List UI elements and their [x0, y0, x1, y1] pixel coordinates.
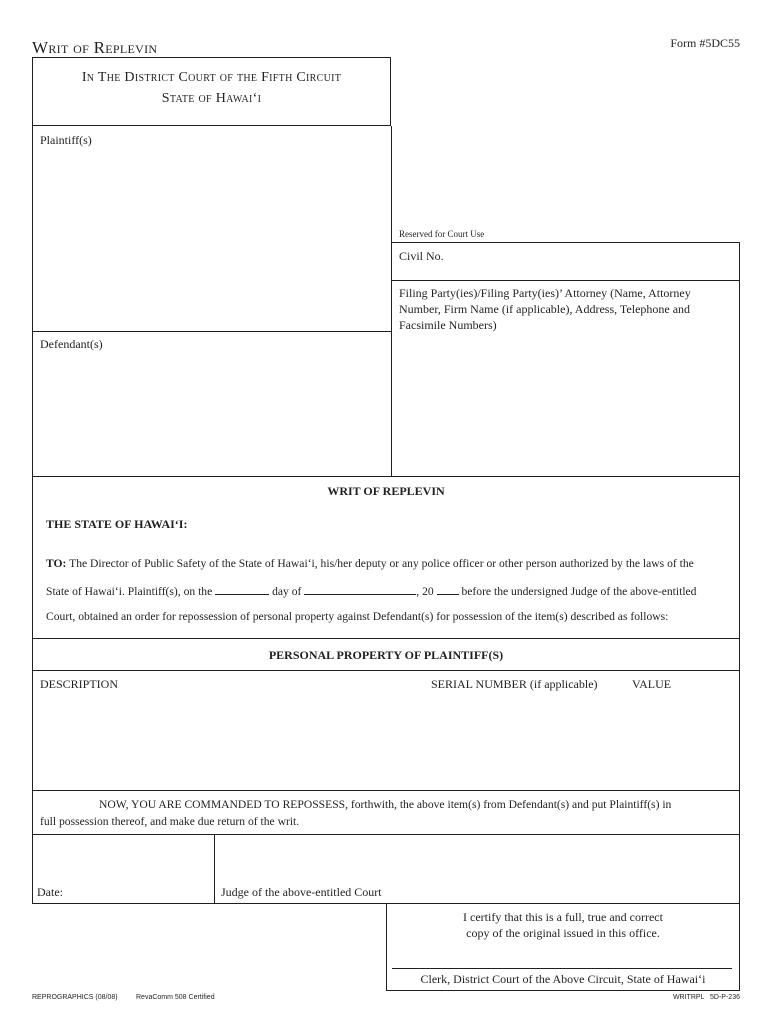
- certify-bottom: [386, 990, 740, 991]
- judge-label: Judge of the above-entitled Court: [221, 885, 382, 899]
- plaintiff-divider: [32, 331, 391, 332]
- form-number: Form #5DC55: [670, 36, 740, 50]
- signature-divider: [214, 834, 215, 904]
- col-serial: SERIAL NUMBER (if applicable): [431, 677, 598, 691]
- year-blank[interactable]: [437, 584, 459, 595]
- day-blank[interactable]: [215, 584, 269, 595]
- to-paragraph-line1: [46, 557, 694, 570]
- form-title: Writ of Replevin: [32, 38, 158, 57]
- month-blank[interactable]: [304, 584, 416, 595]
- court-name-line1: In The District Court of the Fifth Circuit: [81, 70, 342, 85]
- civil-no-divider: [391, 280, 739, 281]
- to-label: TO:: [46, 557, 67, 570]
- command-bottom: [32, 834, 740, 835]
- command-line2: full possession thereof, and make due return of the writ.: [40, 815, 300, 828]
- day-of-text: day of: [272, 585, 302, 598]
- court-name-line2: State of Hawai‘i: [161, 91, 262, 106]
- property-heading: PERSONAL PROPERTY OF PLAINTIFF(S): [268, 648, 504, 662]
- footer-code: WRITRPL 5D-P-236: [672, 994, 740, 1001]
- date-intro: State of Hawai‘i. Plaintiff(s), on the: [46, 585, 213, 598]
- certify-line2: copy of the original issued in this office.: [466, 926, 660, 940]
- clerk-label: Clerk, District Court of the Above Circuit, State of Hawai‘i: [420, 972, 706, 986]
- certify-line1: I certify that this is a full, true and correct: [463, 910, 663, 924]
- defendant-label: Defendant(s): [40, 337, 103, 351]
- civil-no-label: Civil No.: [399, 249, 444, 263]
- court-use-top: [391, 242, 739, 243]
- filing-party-label: Filing Party(ies)/Filing Party(ies)’ Attorney (Name, Attorney Number, Firm Name (if applicable), Address, Telephone and Facsimile Numbers): [399, 286, 691, 332]
- state-line: THE STATE OF HAWAI‘I:: [46, 517, 188, 531]
- year-prefix: , 20: [416, 585, 434, 598]
- clerk-signature-line[interactable]: [392, 968, 732, 969]
- to-text: The Director of Public Safety of the State of Hawai‘i, his/her deputy or any police officer or other person authorized by the laws of the: [69, 557, 694, 570]
- date-label: Date:: [37, 885, 63, 899]
- judge-clause: before the undersigned Judge of the above-entitled: [461, 585, 697, 598]
- court-use-right: [739, 242, 740, 477]
- writ-heading: WRIT OF REPLEVIN: [327, 484, 445, 498]
- plaintiff-label: Plaintiff(s): [40, 133, 92, 147]
- property-bottom: [32, 790, 740, 791]
- col-value: VALUE: [632, 677, 672, 691]
- parties-divider: [391, 126, 392, 477]
- property-header-divider: [32, 670, 740, 671]
- to-paragraph-line2: [46, 584, 696, 598]
- parties-left-border: [32, 126, 33, 477]
- to-paragraph-line3: Court, obtained an order for repossession of personal property against Defendant(s) for possession of the item(s) described as follows:: [46, 610, 669, 623]
- footer-revacomm: RevaComm 508 Certified: [136, 994, 215, 1001]
- property-top: [32, 638, 740, 639]
- reserved-label: Reserved for Court Use: [399, 229, 485, 239]
- footer-reprographics: REPROGRAPHICS (08/08): [32, 994, 118, 1001]
- col-description: DESCRIPTION: [40, 677, 119, 691]
- command-line1: NOW, YOU ARE COMMANDED TO REPOSSESS, forthwith, the above item(s) from Defendant(s) and put Plaintiff(s) in: [99, 798, 672, 811]
